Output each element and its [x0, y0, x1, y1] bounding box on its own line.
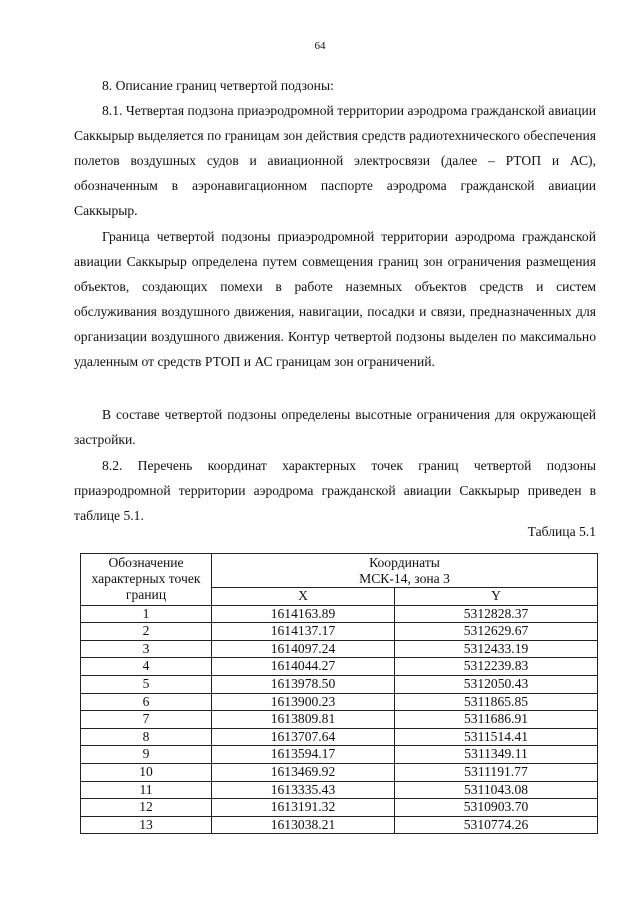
y-coordinate-cell: 5312239.83	[395, 658, 598, 676]
section-heading-block	[74, 73, 596, 98]
x-coordinate-cell: 1613978.50	[212, 675, 395, 693]
table-caption: Таблица 5.1	[527, 524, 596, 539]
table-row	[81, 658, 598, 676]
body-text-3	[74, 402, 596, 452]
table-row	[81, 746, 598, 764]
x-coordinate-cell: 1613707.64	[212, 728, 395, 746]
table-body	[81, 605, 598, 834]
header-coordinates	[212, 554, 598, 588]
x-coordinate-cell: 1613900.23	[212, 693, 395, 711]
x-coordinate-cell: 1613594.17	[212, 746, 395, 764]
y-coordinate-cell: 5312050.43	[395, 675, 598, 693]
point-number-cell: 13	[81, 816, 212, 834]
y-coordinate-cell: 5310774.26	[395, 816, 598, 834]
x-coordinate-cell: 1613191.32	[212, 799, 395, 817]
table-row	[81, 605, 598, 623]
header-point-designation	[81, 554, 212, 606]
paragraph-8-1: 8.1. Четвертая подзона приаэродромной территории аэродрома гражданской авиации Саккырыр выделяется по границам зон действия средств радиотехнического обеспечения полетов воздушных судов и авиационной электросвязи (далее – РТОП и АС), обозначенным в аэронавигационном паспорте аэродрома гражданской авиации Саккырыр.	[74, 103, 596, 218]
body-text-1	[74, 98, 596, 223]
table-row	[81, 799, 598, 817]
point-number-cell: 10	[81, 763, 212, 781]
y-coordinate-cell: 5311514.41	[395, 728, 598, 746]
y-coordinate-cell: 5311686.91	[395, 711, 598, 729]
point-number-cell: 6	[81, 693, 212, 711]
table-row	[81, 675, 598, 693]
y-coordinate-cell: 5312433.19	[395, 640, 598, 658]
paragraph-height-limits: В составе четвертой подзоны определены высотные ограничения для окружающей застройки.	[74, 407, 596, 447]
table-row	[81, 693, 598, 711]
y-coordinate-cell: 5311349.11	[395, 746, 598, 764]
table-row	[81, 763, 598, 781]
y-coordinate-cell: 5312828.37	[395, 605, 598, 623]
header-x: X	[212, 588, 395, 606]
x-coordinate-cell: 1613038.21	[212, 816, 395, 834]
body-text-4	[74, 453, 596, 528]
x-coordinate-cell: 1614097.24	[212, 640, 395, 658]
table-row	[81, 816, 598, 834]
point-number-cell: 2	[81, 623, 212, 641]
x-coordinate-cell: 1613335.43	[212, 781, 395, 799]
x-coordinate-cell: 1614163.89	[212, 605, 395, 623]
section-title: 8. Описание границ четвертой подзоны:	[102, 78, 334, 93]
point-number-cell: 3	[81, 640, 212, 658]
header-point-text: Обозначение характерных точек границ	[91, 555, 201, 603]
point-number-cell: 12	[81, 799, 212, 817]
point-number-cell: 9	[81, 746, 212, 764]
table-row	[81, 623, 598, 641]
x-coordinate-cell: 1613809.81	[212, 711, 395, 729]
coordinates-table	[80, 553, 598, 834]
point-number-cell: 8	[81, 728, 212, 746]
header-coords-line2: МСК-14, зона 3	[359, 570, 450, 586]
y-coordinate-cell: 5310903.70	[395, 799, 598, 817]
point-number-cell: 1	[81, 605, 212, 623]
page-number: 64	[314, 40, 326, 52]
point-number-cell: 5	[81, 675, 212, 693]
y-coordinate-cell: 5311865.85	[395, 693, 598, 711]
paragraph-border-description: Граница четвертой подзоны приаэродромной территории аэродрома гражданской авиации Саккырыр определена путем совмещения границ зон ограничения размещения объектов, создающих помехи в работе наземных объектов средств и систем обслуживания воздушного движения, навигации, посадки и связи, предназначенных для организации воздушного движения. Контур четвертой подзоны выделен по максимально удаленным от средств РТОП и АС границам зон ограничений.	[74, 229, 596, 369]
x-coordinate-cell: 1613469.92	[212, 763, 395, 781]
paragraph-8-2: 8.2. Перечень координат характерных точек границ четвертой подзоны приаэродромной территории аэродрома гражданской авиации Саккырыр приведен в таблице 5.1.	[74, 458, 596, 523]
table-row	[81, 711, 598, 729]
point-number-cell: 4	[81, 658, 212, 676]
header-y: Y	[395, 588, 598, 606]
y-coordinate-cell: 5311191.77	[395, 763, 598, 781]
x-coordinate-cell: 1614137.17	[212, 623, 395, 641]
y-coordinate-cell: 5312629.67	[395, 623, 598, 641]
body-text-2	[74, 224, 596, 374]
x-coordinate-cell: 1614044.27	[212, 658, 395, 676]
table-row	[81, 640, 598, 658]
header-coords-line1: Координаты	[369, 554, 440, 570]
table-row	[81, 728, 598, 746]
table-row	[81, 781, 598, 799]
point-number-cell: 11	[81, 781, 212, 799]
y-coordinate-cell: 5311043.08	[395, 781, 598, 799]
point-number-cell: 7	[81, 711, 212, 729]
